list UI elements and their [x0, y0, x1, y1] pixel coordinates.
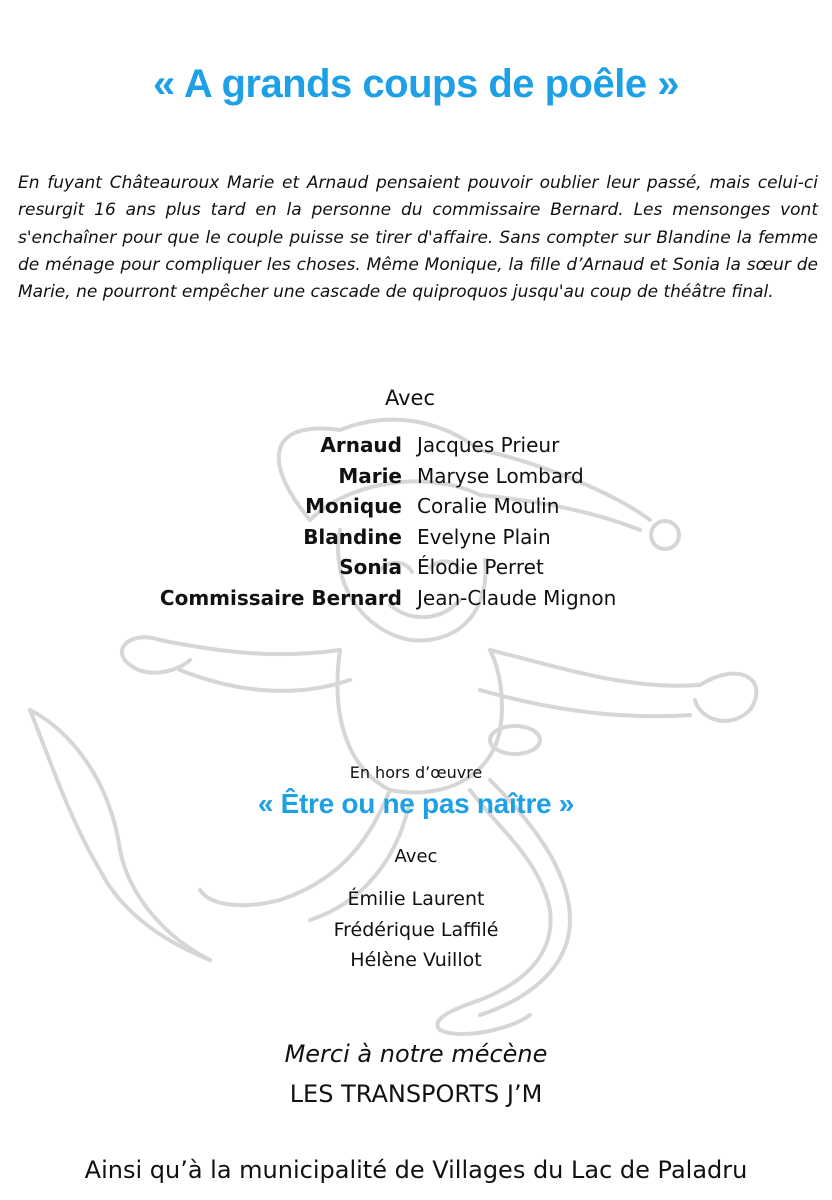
opening-act-actor: Émilie Laurent — [347, 888, 485, 910]
cast-row — [0, 494, 832, 525]
cast-actor: Jean-Claude Mignon — [417, 585, 617, 610]
cast-role: Blandine — [303, 524, 402, 549]
cast-row — [0, 464, 832, 495]
cast-actor: Coralie Moulin — [417, 494, 560, 518]
synopsis-paragraph: En fuyant Châteauroux Marie et Arnaud pensaient pouvoir oublier leur passé, mais celui-ci resurgit 16 ans plus tard en la personne du commissaire Bernard. Les mensonges vont s'enchaîner pour que le couple puisse se tirer d'affaire. Sans compter sur Blandine la femme de ménage pour compliquer les choses. Même Monique, la fille d’Arnaud et Sonia la sœur de Marie, ne pourront empêcher une cascade de quiproquos jusqu'au coup de théâtre final. — [18, 173, 818, 303]
cast-actor: Maryse Lombard — [417, 463, 584, 488]
cast-actor: Jacques Prieur — [417, 433, 560, 457]
opening-act-title: « Être ou ne pas naître » — [257, 788, 575, 819]
opening-act-cast-list — [0, 884, 832, 976]
opening-act-cast-heading: Avec — [394, 846, 438, 867]
cast-role: Sonia — [339, 555, 402, 579]
opening-act-actor: Hélène Vuillot — [350, 949, 482, 971]
cast-list — [0, 433, 832, 616]
cast-role: Commissaire Bernard — [159, 585, 402, 610]
cast-actor: Evelyne Plain — [417, 524, 551, 549]
opening-act-label: En hors d’œuvre — [349, 763, 483, 782]
sponsor-name: LES TRANSPORTS J’M — [289, 1080, 543, 1108]
cast-row — [0, 555, 832, 586]
cast-heading: Avec — [384, 386, 436, 410]
cast-row — [0, 525, 832, 556]
cast-actor: Élodie Perret — [417, 555, 544, 579]
cast-role: Monique — [305, 494, 402, 518]
cast-row — [0, 586, 832, 617]
cast-role: Arnaud — [320, 433, 402, 457]
thanks-line: Merci à notre mécène — [284, 1040, 548, 1068]
cast-role: Marie — [338, 463, 402, 488]
municipality-thanks: Ainsi qu’à la municipalité de Villages du Lac de Paladru — [84, 1156, 748, 1184]
play-title: « A grands coups de poêle » — [153, 62, 679, 106]
opening-act-actor: Frédérique Laffilé — [333, 918, 499, 941]
cast-row — [0, 433, 832, 464]
